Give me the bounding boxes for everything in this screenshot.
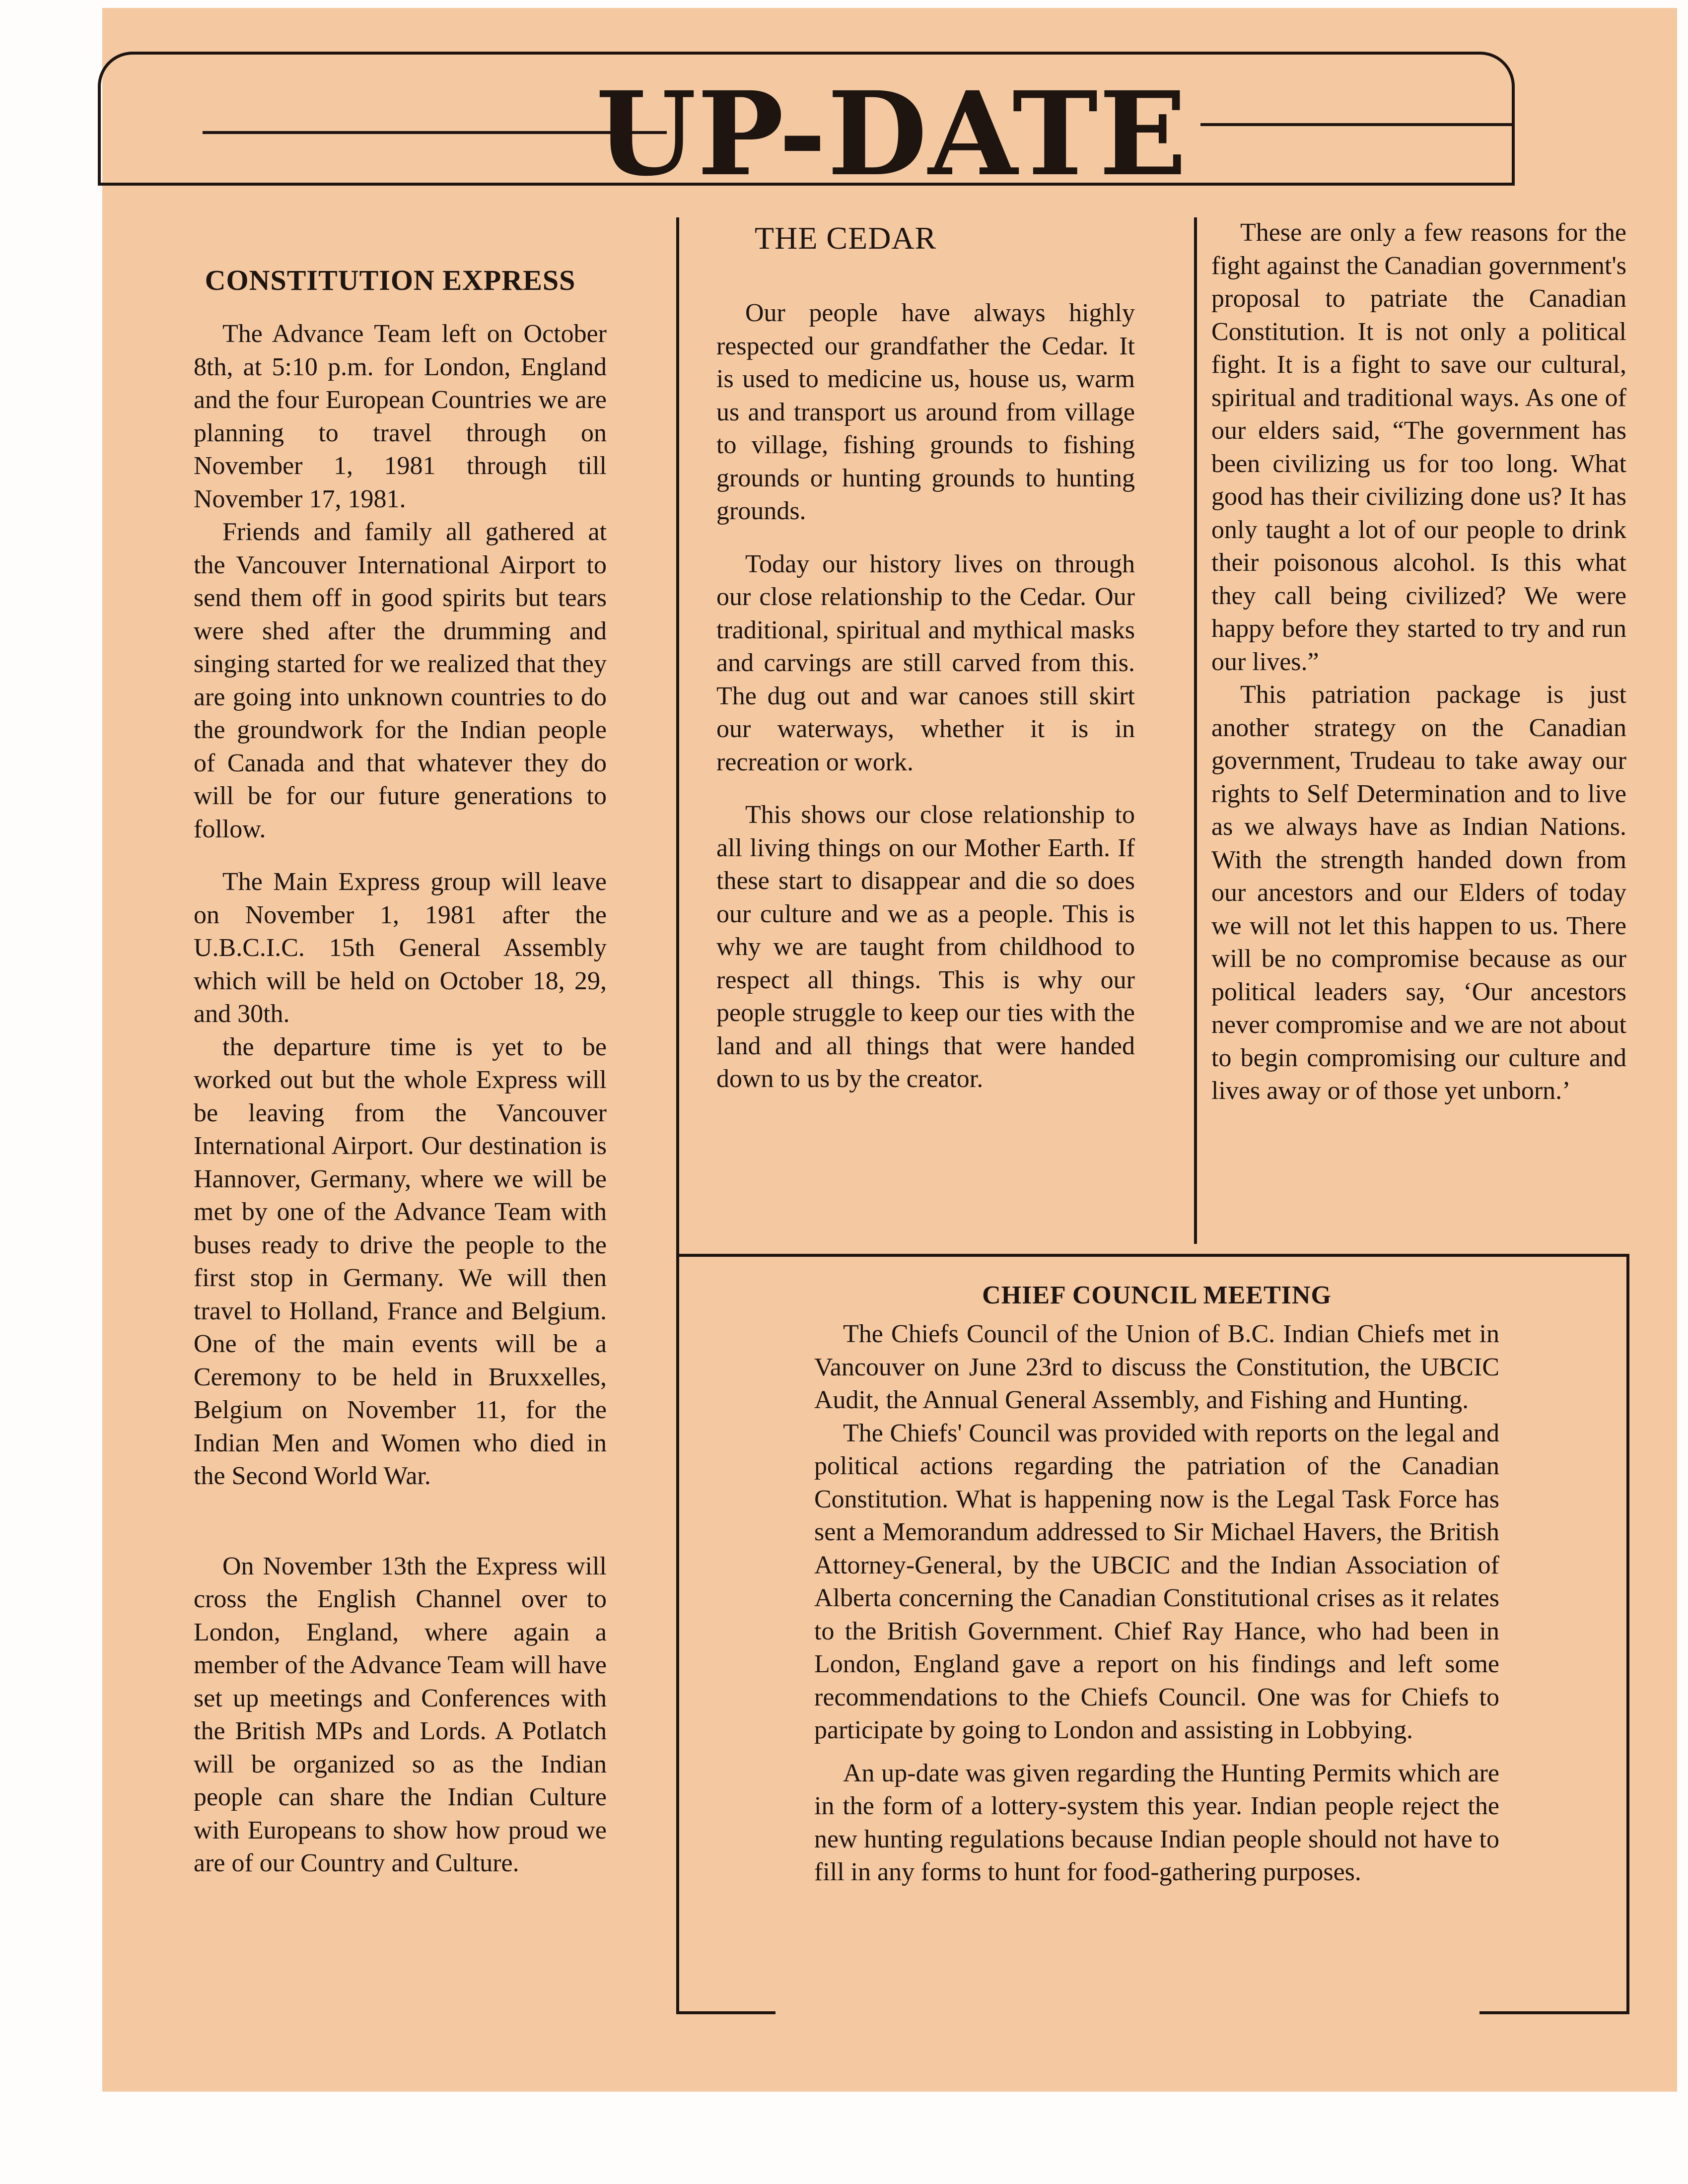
article-paragraph: the departure time is yet to be worked out but the whole Express will be leaving from the Vancouver International Airport. Our destination is Hannover, Germany, where we will be met by one of the Advance Team with buses ready to drive the people to the first stop in Germany. We will then travel to Holland, France and Belgium. One of the main events will be a Ceremony to be held in Bruxxelles, Belgium on November 11, for the Indian Men and Women who died in the Second World War. — [194, 1032, 607, 1490]
article-paragraph: Our people have always highly respected our grandfather the Cedar. It is used to medicine us, house us, warm us and transport us around from village to village, fishing grounds to fishing grounds or hunting grounds to hunting grounds. — [716, 299, 1135, 525]
article-paragraph: The Chiefs' Council was provided with reports on the legal and political actions regarding the patriation of the Canadian Constitution. What is happening now is the Legal Task Force has sent a Memorandum addressed to Sir Michael Havers, the British Attorney-General, by the UBCIC and the Indian Association of Alberta concerning the Canadian Constitutional crises as it relates to the British Government. Chief Ray Hance, who had been in London, England gave a report on his findings and left some recommendations to the Chiefs Council. One was for Chiefs to participate by going to London and assisting in Lobbying. — [814, 1419, 1499, 1744]
box-bottom-rule-right — [1479, 2011, 1629, 2014]
box-bottom-rule-left — [676, 2011, 775, 2014]
article-paragraph: This patriation package is just another strategy on the Canadian government, Trudeau to take away our rights to Self Determination and to live as we always have as Indian Nations. With the strength handed down from our ancestors and our Elders of today we will not let this happen to us. There will be no compromise because as our political leaders say, ‘Our ancestors never compromise and we are not about to begin compromising our culture and lives away or of those yet unborn.’ — [1211, 681, 1626, 1105]
article-paragraph: An up-date was given regarding the Hunting Permits which are in the form of a lottery-system this year. Indian people reject the new hunting regulations because Indian people should not have to fill in any forms to hunt for food-gathering purposes. — [814, 1759, 1499, 1886]
chief-council-article — [814, 1318, 1499, 1889]
article-paragraph: The Advance Team left on October 8th, at 5:10 p.m. for London, England and the four European Countries we are planning to travel through on November 1, 1981 through till November 17, 1981. — [194, 320, 607, 513]
the-cedar-article — [716, 297, 1135, 1096]
article-paragraph: The Main Express group will leave on November 1, 1981 after the U.B.C.I.C. 15th General Assembly which will be held on October 18, 29, and 30th. — [194, 868, 607, 1028]
article-paragraph: On November 13th the Express will cross the English Channel over to London, England, where again a member of the Advance Team will have set up meetings and Conferences with the British MPs and Lords. A Potlatch will be organized so as the Indian people can share the Indian Culture with Europeans to show how proud we are of our Country and Culture. — [194, 1552, 607, 1877]
box-right-rule — [1626, 1254, 1629, 2014]
column-divider-right — [1194, 217, 1197, 1244]
article-paragraph: Today our history lives on through our close relationship to the Cedar. Our traditional, spiritual and mythical masks and carvings are still carved from this. The dug out and war canoes still skirt our waterways, whether it is in recreation or work. — [716, 549, 1135, 776]
chief-council-heading: CHIEF COUNCIL MEETING — [982, 1281, 1332, 1309]
header-rule-right — [1200, 123, 1515, 126]
box-top-rule — [676, 1254, 1629, 1257]
constitution-express-heading: CONSTITUTION EXPRESS — [205, 264, 576, 296]
article-paragraph: Friends and family all gathered at the Vancouver International Airport to send them off in good spirits but tears were shed after the drumming and singing started for we realized that they are going into unknown countries to do the groundwork for the Indian people of Canada and that whatever they do will be for our future generations to follow. — [194, 518, 607, 843]
page-title: UP-DATE — [596, 66, 1188, 202]
article-paragraph: These are only a few reasons for the fight against the Canadian government's proposal to patriate the Canadian Constitution. It is not only a political fight. It is a fight to save our cultural, spiritual and traditional ways. As one of our elders said, “The government has been civilizing us for too long. What good has their civilizing done us? It has only taught a lot of our people to drink their poisonous alcohol. Is this what they call being civilized? We were happy before they started to try and run our lives.” — [1211, 218, 1626, 676]
article-paragraph: The Chiefs Council of the Union of B.C. Indian Chiefs met in Vancouver on June 23rd to discuss the Constitution, the UBCIC Audit, the Annual General Assembly, and Fishing and Hunting. — [814, 1320, 1499, 1414]
the-cedar-heading: THE CEDAR — [755, 220, 937, 256]
column-divider-left — [676, 217, 679, 2014]
article-paragraph: This shows our close relationship to all living things on our Mother Earth. If these start to disappear and die so does our culture and we as a people. This is why we are taught from childhood to respect all things. This is why our people struggle to keep our ties with the land and all things that were handed down to us by the creator. — [716, 801, 1135, 1093]
patriation-article — [1211, 216, 1626, 1108]
constitution-express-article — [194, 263, 607, 1880]
